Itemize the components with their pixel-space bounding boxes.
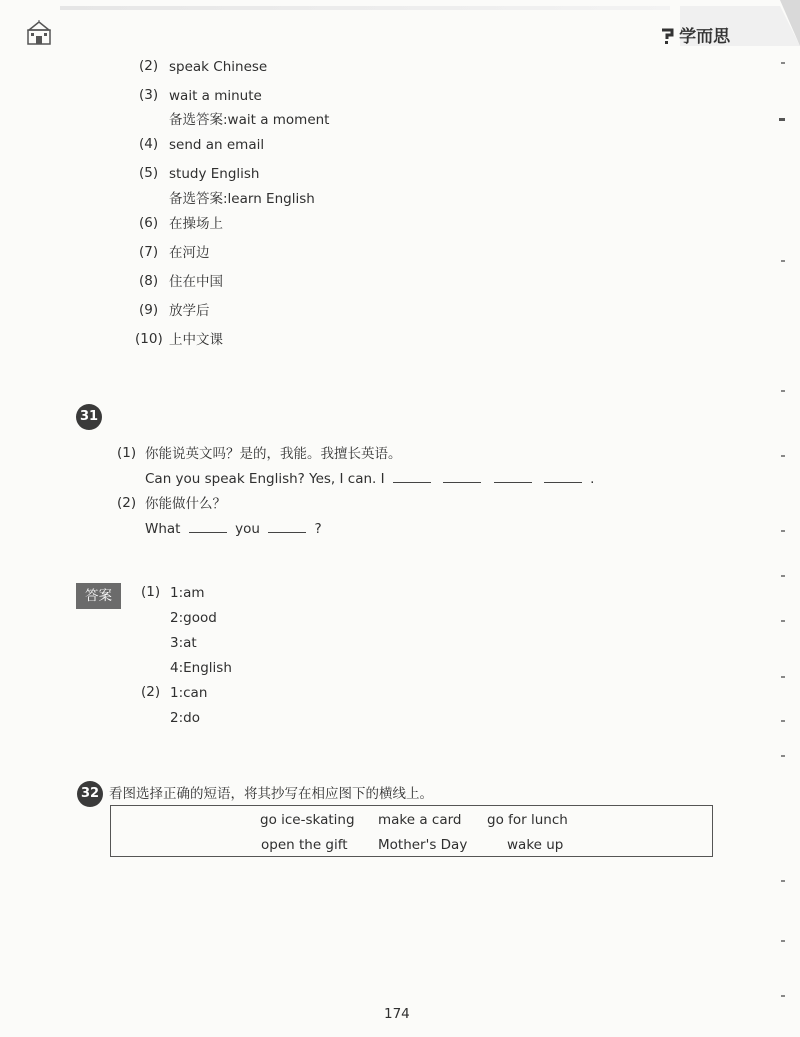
list-item-text: 备选答案:wait a moment (169, 112, 330, 128)
list-item-text: 放学后 (169, 303, 210, 319)
blank-line (393, 470, 431, 483)
list-item-text: 在河边 (169, 245, 210, 261)
fill-blank-sentence (145, 470, 594, 488)
brand-name: 学而思 (679, 27, 731, 47)
blank-line (494, 470, 532, 483)
blank-line (544, 470, 582, 483)
answer-line: 2:do (170, 710, 200, 726)
sentence-text: Can you speak English? Yes, I can. I (145, 471, 385, 487)
list-item-text: send an email (169, 137, 265, 153)
phrase-option: open the gift (261, 837, 348, 853)
school-icon (24, 20, 54, 48)
list-item-text: speak Chinese (169, 59, 268, 75)
sentence-text: ? (314, 521, 322, 537)
list-item-text: 在操场上 (169, 216, 223, 232)
list-item-text: study English (169, 166, 260, 182)
question-prompt: 看图选择正确的短语，将其抄写在相应图下的横线上。 (109, 786, 433, 802)
brand-logo (660, 22, 730, 47)
blank-line (443, 470, 481, 483)
blank-line (189, 520, 227, 533)
list-item-number: (9) (139, 302, 159, 318)
blank-line (268, 520, 306, 533)
answer-line: 2:good (170, 610, 217, 626)
question-prompt: 你能说英文吗？是的，我能。我擅长英语。 (145, 446, 402, 462)
list-item-number: (4) (139, 136, 159, 152)
list-item-number: (7) (139, 244, 159, 260)
list-item-text: 上中文课 (169, 332, 223, 348)
question-prompt: 你能做什么？ (145, 496, 226, 512)
phrase-option: Mother's Day (378, 837, 468, 853)
phrase-option: make a card (378, 812, 462, 828)
answer-line: 1:am (170, 585, 205, 601)
answer-line: 1:can (170, 685, 208, 701)
phrase-option: go ice-skating (260, 812, 355, 828)
question-number-badge: 32 (77, 781, 103, 807)
answer-label: 答案 (76, 583, 121, 609)
list-item-number: (3) (139, 87, 159, 103)
header-stripe (60, 6, 670, 10)
sentence-text: What (145, 521, 181, 537)
list-item-text: 住在中国 (169, 274, 223, 290)
list-item-number: (8) (139, 273, 159, 289)
fill-blank-sentence (145, 520, 322, 538)
list-item-number: (2) (139, 58, 159, 74)
phrase-option: wake up (507, 837, 564, 853)
answer-line: 3:at (170, 635, 197, 651)
list-item-text: 备选答案:learn English (169, 191, 315, 207)
answer-item-number: (2) (141, 684, 161, 700)
list-item-number: (6) (139, 215, 159, 231)
answer-item-number: (1) (141, 584, 161, 600)
list-item-number: (5) (139, 165, 159, 181)
list-item-number: (10) (135, 331, 163, 347)
question-item-number: (2) (117, 495, 137, 511)
phrase-option: go for lunch (487, 812, 568, 828)
sentence-text: you (235, 521, 260, 537)
question-item-number: (1) (117, 445, 137, 461)
question-number-badge: 31 (76, 404, 102, 430)
list-item-text: wait a minute (169, 88, 262, 104)
answer-line: 4:English (170, 660, 232, 676)
page-number: 174 (384, 1006, 410, 1022)
brand-mark-icon (660, 28, 674, 44)
sentence-end: . (590, 471, 595, 487)
